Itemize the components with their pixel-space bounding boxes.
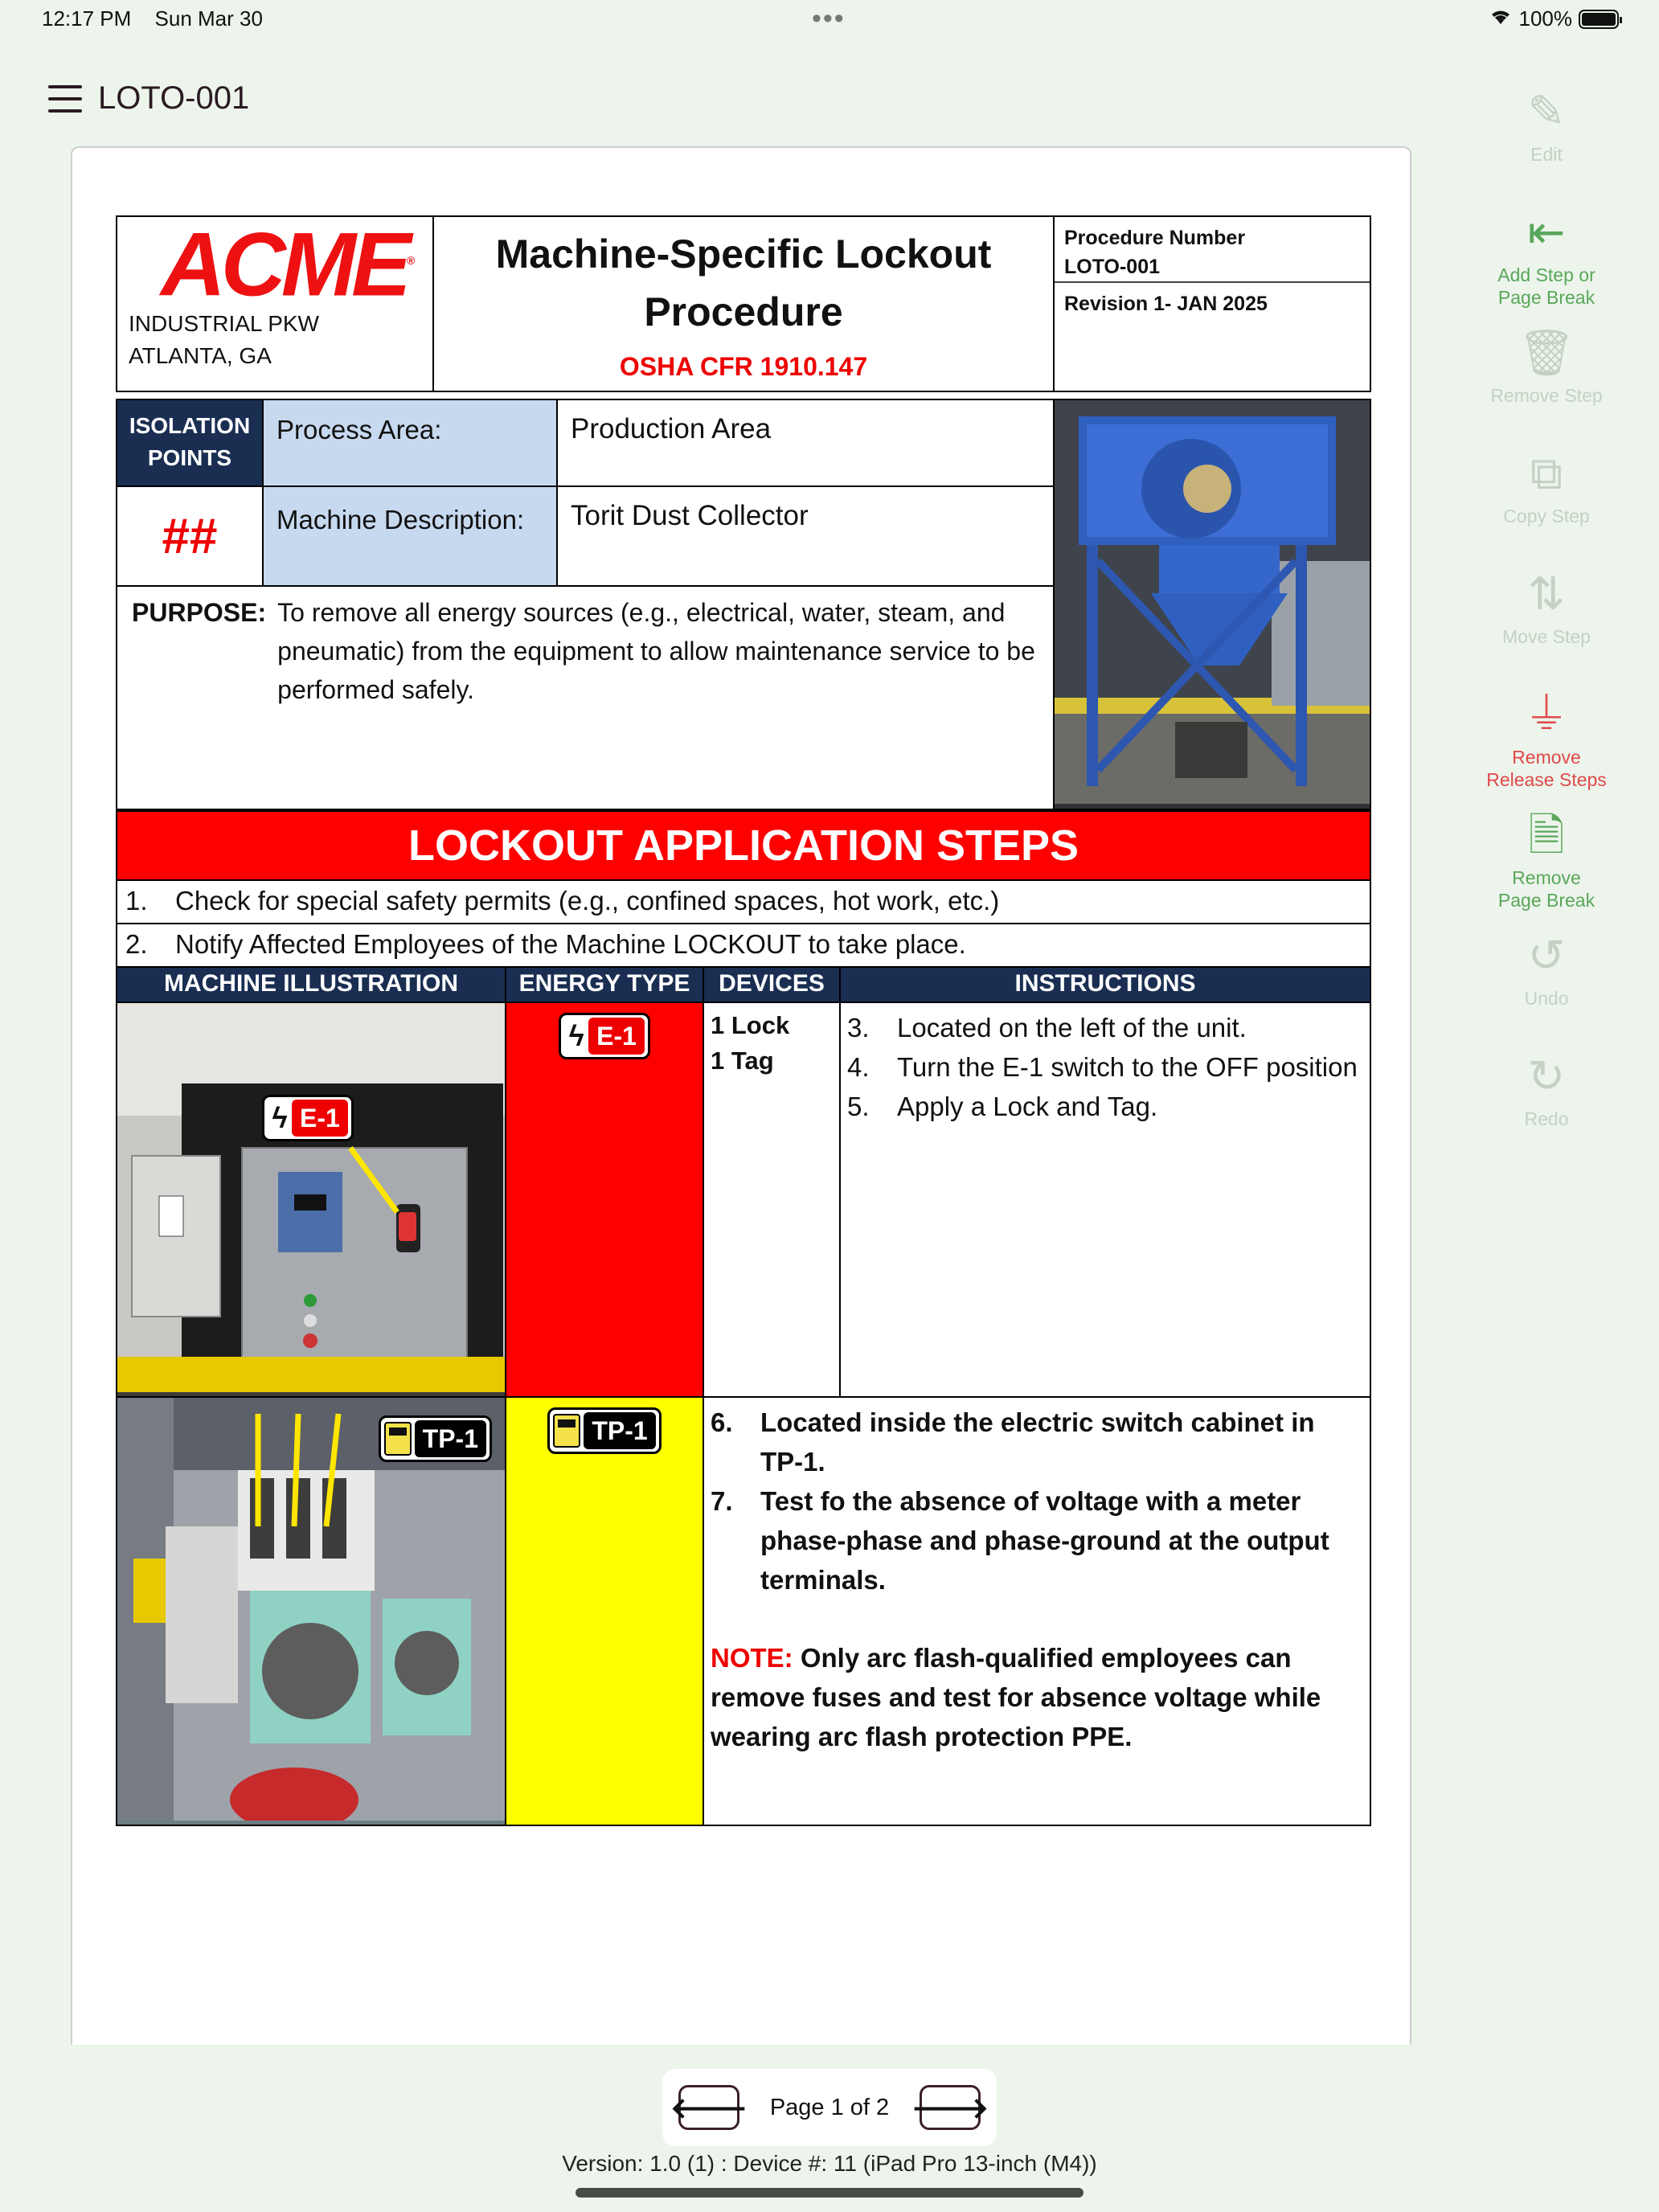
page-navigator [662, 2069, 997, 2146]
general-step-row [117, 880, 1370, 924]
purpose-text: To remove all energy sources (e.g., electrical, water, steam, and pneumatic) from the equipment to allow maintenance service to be performed safely. [277, 598, 1035, 704]
status-bar-right [1489, 6, 1620, 31]
step-number: 2. [125, 929, 148, 959]
step-text: Check for special safety permits (e.g., confined spaces, hot work, etc.) [175, 886, 1000, 916]
document-icon: 🗎 [1528, 809, 1565, 860]
process-area-value: Production Area [557, 399, 1054, 486]
insert-arrow-icon: ⇤ [1527, 207, 1566, 257]
column-energy-type: ENERGY TYPE [506, 967, 703, 1002]
isolation-point-row[interactable] [117, 1397, 1370, 1825]
instruction-step: 5. Apply a Lock and Tag. [847, 1092, 1158, 1121]
energy-tag-e1-overlay: ϟ E-1 [262, 1095, 354, 1141]
move-step-button[interactable]: ⇅ Move Step [1468, 563, 1625, 683]
multitasking-dots-icon[interactable]: ••• [812, 3, 846, 34]
arc-flash-note [711, 1638, 1363, 1756]
regulation-reference: OSHA CFR 1910.147 [619, 352, 868, 381]
device-tag: 1 Tag [711, 1047, 774, 1075]
undo-icon: ↺ [1527, 930, 1566, 981]
copy-step-button[interactable]: ⧉ Copy Step [1468, 442, 1625, 563]
procedure-header [116, 215, 1371, 392]
document-page [71, 146, 1411, 2045]
company-logo: ACME® [161, 214, 416, 315]
remove-step-button[interactable]: 🗑 Remove Step [1468, 322, 1625, 442]
instruction-step: 6. Located inside the electric switch cabinet in TP-1. [711, 1407, 1315, 1477]
device-lock: 1 Lock [711, 1011, 790, 1039]
lightning-bolt-icon: ϟ [568, 1019, 584, 1052]
purpose-label: PURPOSE: [132, 598, 267, 627]
energy-tag-tp1-overlay: TP-1 [379, 1415, 492, 1462]
instruction-step: 7. Test fo the absence of voltage with a meter phase-phase and phase-ground at the output terminals. [711, 1486, 1329, 1595]
instruction-step: 3. Located on the left of the unit. [847, 1013, 1247, 1043]
instruction-step: 4. Turn the E-1 switch to the OFF position [847, 1052, 1358, 1082]
instructions-cell-e1 [840, 1002, 1370, 1397]
status-date: Sun Mar 30 [154, 6, 263, 31]
step-text: Notify Affected Employees of the Machine LOCKOUT to take place. [175, 929, 966, 959]
wifi-icon [1489, 6, 1513, 31]
column-devices: DEVICES [703, 967, 840, 1002]
procedure-number-block [1054, 216, 1370, 391]
edit-toolbar [1468, 80, 1625, 1165]
steps-column-headers [117, 967, 1370, 1002]
note-label: NOTE: [711, 1643, 793, 1673]
machine-info [116, 399, 1371, 810]
remove-release-steps-button[interactable]: ⏚ Remove Release Steps [1468, 683, 1625, 804]
isolation-points-count: ## [117, 486, 263, 586]
trash-icon: 🗑 [1518, 327, 1575, 378]
plug-remove-icon: ⏚ [1524, 689, 1569, 739]
energy-type-cell-e1 [506, 1002, 703, 1397]
step-number: 1. [125, 886, 148, 916]
process-area-label: Process Area: [263, 399, 557, 486]
lockout-steps [116, 810, 1371, 1826]
procedure-title-line2: Procedure [644, 289, 843, 334]
status-bar-left [42, 6, 281, 31]
battery-icon [1579, 10, 1619, 29]
instructions-cell-tp1 [703, 1397, 1370, 1825]
home-indicator[interactable] [576, 2188, 1083, 2198]
lockout-steps-banner: LOCKOUT APPLICATION STEPS [117, 811, 1370, 880]
energy-tag-tp1: TP-1 [547, 1407, 661, 1454]
menu-icon[interactable] [48, 85, 82, 113]
isolation-points-header: ISOLATION POINTS [117, 399, 263, 486]
procedure-number-label: Procedure Number [1064, 227, 1246, 249]
devices-cell-e1 [703, 1002, 840, 1397]
note-text: Only arc flash-qualified employees can remove fuses and test for absence voltage while wearing arc flash protection PPE. [711, 1643, 1321, 1751]
machine-description-value: Torit Dust Collector [557, 486, 1054, 586]
machine-photo [1054, 399, 1370, 809]
pencil-icon: ✎ [1527, 86, 1566, 137]
company-address-line1: INDUSTRIAL PKW [129, 311, 319, 337]
arrow-right-icon: 🡒 [911, 2091, 989, 2124]
company-block [117, 216, 433, 391]
column-instructions: INSTRUCTIONS [840, 967, 1370, 1002]
copy-icon: ⧉ [1530, 448, 1563, 498]
version-info: Version: 1.0 (1) : Device #: 11 (iPad Pro 13-inch (M4)) [562, 2151, 1097, 2176]
add-step-button[interactable]: ⇤ Add Step or Page Break [1468, 201, 1625, 322]
edit-button[interactable]: ✎ Edit [1468, 80, 1625, 201]
energy-type-cell-tp1 [506, 1397, 703, 1825]
page-indicator: Page 1 of 2 [769, 2094, 890, 2120]
energy-tag-e1: ϟ E-1 [559, 1013, 650, 1059]
next-page-button[interactable] [911, 2085, 989, 2130]
procedure-title-line1: Machine-Specific Lockout [495, 231, 992, 276]
column-machine-illustration: MACHINE ILLUSTRATION [117, 967, 506, 1002]
battery-percent: 100% [1518, 6, 1572, 31]
machine-illustration-e1 [117, 1002, 506, 1397]
revision: Revision 1- JAN 2025 [1064, 293, 1268, 315]
remove-page-break-button[interactable]: 🗎 Remove Page Break [1468, 804, 1625, 924]
redo-icon: ↻ [1527, 1051, 1566, 1101]
isolation-point-row[interactable] [117, 1002, 1370, 1397]
arrow-left-icon: 🡐 [670, 2091, 748, 2124]
machine-illustration-tp1 [117, 1397, 506, 1825]
redo-button[interactable]: ↻ Redo [1468, 1045, 1625, 1165]
undo-button[interactable]: ↺ Undo [1468, 924, 1625, 1045]
electrical-panel-image [117, 1003, 505, 1392]
company-address-line2: ATLANTA, GA [129, 343, 272, 369]
purpose-block [117, 586, 1054, 809]
status-time: 12:17 PM [42, 6, 132, 31]
previous-page-button[interactable] [670, 2085, 748, 2130]
procedure-number: LOTO-001 [1064, 256, 1161, 278]
move-arrows-icon: ⇅ [1527, 568, 1566, 619]
general-step-row [117, 924, 1370, 967]
dust-collector-image [1055, 400, 1370, 804]
document-title: LOTO-001 [98, 80, 250, 116]
loto-procedure [116, 215, 1370, 1826]
machine-description-label: Machine Description: [263, 486, 557, 586]
voltage-meter-icon [553, 1414, 580, 1448]
procedure-title-block [433, 216, 1054, 391]
